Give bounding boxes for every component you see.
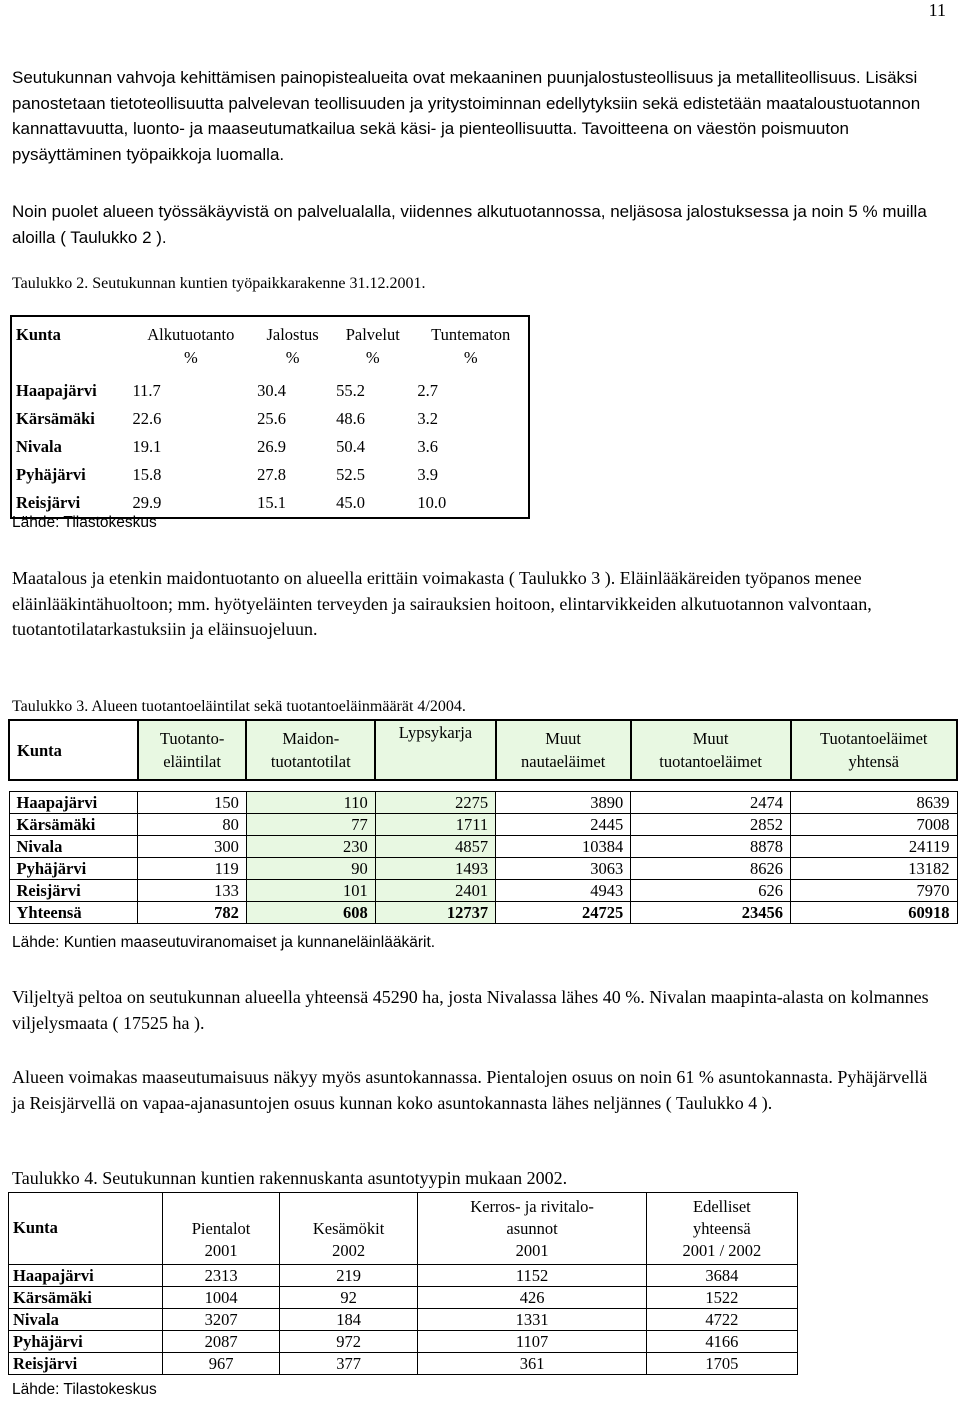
column-header: Lypsykarja [375, 720, 495, 780]
table-header-row [9, 720, 957, 780]
value-cell: 2852 [631, 814, 791, 836]
value-cell: 184 [279, 1309, 418, 1331]
value-cell: 2445 [496, 814, 631, 836]
value-cell: 2474 [631, 792, 791, 814]
value-cell: 26.9 [257, 437, 286, 456]
table-row [11, 461, 529, 489]
table-header-row [11, 316, 529, 377]
municipality-cell: Nivala [9, 836, 138, 858]
column-header: Kunta [16, 325, 61, 344]
value-cell: 3063 [496, 858, 631, 880]
table2-source: Lähde: Tilastokeskus [12, 514, 157, 531]
column-header: Muut tuotantoeläimet [631, 720, 791, 780]
municipality-cell: Kärsämäki [16, 409, 95, 428]
page-number: 11 [928, 0, 946, 20]
value-cell: 626 [631, 880, 791, 902]
value-cell: 1711 [375, 814, 495, 836]
value-cell: 4857 [375, 836, 495, 858]
table3-source: Lähde: Kuntien maaseutuviranomaiset ja kunnaneläinlääkärit. [12, 934, 436, 951]
paragraph-agriculture: Maatalous ja etenkin maidontuotanto on alueella erittäin voimakasta ( Taulukko 3 ). Eläinlääkäreiden työpanos menee eläinlääkintähuoltoon; mm. hyötyeläinten terveyden ja sairauksien hoitoon, elintarvikkeiden alkutuotannon valvontaan, tuotantotilatarkastuksiin ja eläinsuojeluun. [12, 568, 872, 639]
value-cell: 150 [138, 792, 246, 814]
value-cell: 24119 [791, 836, 957, 858]
column-header: Alkutuotanto % [147, 325, 235, 367]
municipality-cell: Pyhäjärvi [9, 1331, 163, 1353]
table-row [9, 836, 957, 858]
value-cell: 4943 [496, 880, 631, 902]
column-header: Tuotanto- eläintilat [138, 720, 246, 780]
value-cell: 25.6 [257, 409, 286, 428]
table3-livestock [8, 719, 958, 924]
value-cell: 1004 [163, 1287, 279, 1309]
value-cell: 15.1 [257, 493, 286, 512]
value-cell: 80 [138, 814, 246, 836]
value-cell: 50.4 [336, 437, 365, 456]
value-cell: 3.9 [417, 465, 439, 484]
table-row [9, 858, 957, 880]
value-cell: 90 [246, 858, 375, 880]
table2-caption: Taulukko 2. Seutukunnan kuntien työpaikkarakenne 31.12.2001. [12, 275, 426, 292]
value-cell: 219 [279, 1265, 418, 1287]
column-header: Kesämökit 2002 [279, 1193, 418, 1265]
municipality-cell: Haapajärvi [16, 381, 97, 400]
value-cell: 13182 [791, 858, 957, 880]
value-cell: 1152 [418, 1265, 646, 1287]
value-cell: 19.1 [132, 437, 162, 456]
municipality-cell: Nivala [9, 1309, 163, 1331]
municipality-cell: Kärsämäki [9, 814, 138, 836]
value-cell: 52.5 [336, 465, 365, 484]
value-cell: 967 [163, 1353, 279, 1375]
value-cell: 92 [279, 1287, 418, 1309]
paragraph-fields: Viljeltyä peltoa on seutukunnan alueella yhteensä 45290 ha, josta Nivalassa lähes 40 %. Nivalan maapinta-alasta on kolmannes viljelysmaata ( 17525 ha ). [12, 987, 929, 1033]
total-cell: 23456 [631, 902, 791, 924]
municipality-cell: Kärsämäki [9, 1287, 163, 1309]
value-cell: 3.6 [417, 437, 439, 456]
value-cell: 7008 [791, 814, 957, 836]
municipality-cell: Reisjärvi [9, 880, 138, 902]
table-header-row [9, 1193, 798, 1265]
value-cell: 45.0 [336, 493, 365, 512]
table-row [9, 1287, 798, 1309]
value-cell: 2087 [163, 1331, 279, 1353]
value-cell: 133 [138, 880, 246, 902]
column-header: Muut nautaeläimet [496, 720, 631, 780]
total-cell: 24725 [496, 902, 631, 924]
table-row [9, 1353, 798, 1375]
value-cell: 3207 [163, 1309, 279, 1331]
value-cell: 55.2 [336, 381, 365, 400]
value-cell: 27.8 [257, 465, 286, 484]
value-cell: 2.7 [417, 381, 439, 400]
table-row [11, 377, 529, 405]
value-cell: 119 [138, 858, 246, 880]
column-header: Kerros- ja rivitalo- asunnot 2001 [418, 1193, 646, 1265]
value-cell: 30.4 [257, 381, 286, 400]
paragraph-industries: Seutukunnan vahvoja kehittämisen painopistealueita ovat mekaaninen puunjalostusteollisuus ja metalliteollisuus. Lisäksi panostetaan tietoteollisuutta palvelevan teollisuuden ja yritystoiminnan edellytyksiin sekä edistetään maataloustuotannon kannattavuutta, luonto- ja maaseutumatkailua sekä käsi- ja pienteollisuutta. Tavoitteena on väestön poismuuton pysäyttäminen työpaikkoja luomalla. [12, 68, 921, 164]
total-cell: 782 [138, 902, 246, 924]
column-header: Pientalot 2001 [163, 1193, 279, 1265]
value-cell: 29.9 [132, 493, 162, 512]
value-cell: 11.7 [132, 381, 161, 400]
municipality-cell: Reisjärvi [16, 493, 81, 512]
value-cell: 8639 [791, 792, 957, 814]
column-header: Maidon- tuotantotilat [246, 720, 375, 780]
table-total-row [9, 902, 957, 924]
value-cell: 3890 [496, 792, 631, 814]
total-cell: 60918 [791, 902, 957, 924]
total-label-cell: Yhteensä [9, 902, 138, 924]
value-cell: 7970 [791, 880, 957, 902]
value-cell: 972 [279, 1331, 418, 1353]
municipality-cell: Nivala [16, 437, 62, 456]
column-header: Jalostus % [266, 325, 319, 367]
table-row [9, 792, 957, 814]
table4-building-stock [8, 1192, 798, 1375]
value-cell: 10384 [496, 836, 631, 858]
column-header: Tuntematon % [431, 325, 511, 367]
value-cell: 1107 [418, 1331, 646, 1353]
value-cell: 48.6 [336, 409, 365, 428]
value-cell: 10.0 [417, 493, 447, 512]
value-cell: 4166 [646, 1331, 797, 1353]
table-row [11, 433, 529, 461]
value-cell: 2401 [375, 880, 495, 902]
total-cell: 12737 [375, 902, 495, 924]
table2-employment-structure [10, 315, 530, 519]
column-header: Edelliset yhteensä 2001 / 2002 [646, 1193, 797, 1265]
column-header: Kunta [9, 720, 138, 780]
value-cell: 1331 [418, 1309, 646, 1331]
value-cell: 110 [246, 792, 375, 814]
table-spacer [9, 780, 957, 792]
value-cell: 426 [418, 1287, 646, 1309]
municipality-cell: Reisjärvi [9, 1353, 163, 1375]
table-row [9, 1309, 798, 1331]
value-cell: 22.6 [132, 409, 162, 428]
value-cell: 1522 [646, 1287, 797, 1309]
value-cell: 377 [279, 1353, 418, 1375]
table-row [9, 880, 957, 902]
table3-caption: Taulukko 3. Alueen tuotantoeläintilat sekä tuotantoeläinmäärät 4/2004. [12, 698, 466, 715]
paragraph-housing: Alueen voimakas maaseutumaisuus näkyy myös asuntokannassa. Pientalojen osuus on noin 61 % asuntokannasta. Pyhäjärvellä ja Reisjärvellä on vapaa-ajanasuntojen osuus kunnan koko asuntokannasta lähes neljännes ( Taulukko 4 ). [12, 1067, 928, 1113]
value-cell: 8626 [631, 858, 791, 880]
column-header: Kunta [9, 1193, 163, 1265]
paragraph-employment: Noin puolet alueen työssäkäyvistä on palvelualalla, viidennes alkutuotannossa, neljäsosa jalostuksessa ja noin 5 % muilla aloilla ( Taulukko 2 ). [12, 202, 927, 247]
municipality-cell: Pyhäjärvi [9, 858, 138, 880]
value-cell: 300 [138, 836, 246, 858]
table-row [11, 405, 529, 433]
municipality-cell: Haapajärvi [9, 792, 138, 814]
table-row [9, 814, 957, 836]
value-cell: 101 [246, 880, 375, 902]
column-header: Palvelut % [345, 325, 400, 367]
municipality-cell: Haapajärvi [9, 1265, 163, 1287]
table4-caption: Taulukko 4. Seutukunnan kuntien rakennuskanta asuntotyypin mukaan 2002. [12, 1168, 568, 1188]
value-cell: 361 [418, 1353, 646, 1375]
value-cell: 1705 [646, 1353, 797, 1375]
value-cell: 1493 [375, 858, 495, 880]
table4-source: Lähde: Tilastokeskus [12, 1381, 157, 1398]
value-cell: 2275 [375, 792, 495, 814]
table-row [9, 1331, 798, 1353]
value-cell: 230 [246, 836, 375, 858]
value-cell: 8878 [631, 836, 791, 858]
value-cell: 15.8 [132, 465, 162, 484]
total-cell: 608 [246, 902, 375, 924]
column-header: Tuotantoeläimet yhtensä [791, 720, 957, 780]
value-cell: 4722 [646, 1309, 797, 1331]
municipality-cell: Pyhäjärvi [16, 465, 86, 484]
value-cell: 77 [246, 814, 375, 836]
value-cell: 3.2 [417, 409, 439, 428]
table-row [9, 1265, 798, 1287]
value-cell: 3684 [646, 1265, 797, 1287]
value-cell: 2313 [163, 1265, 279, 1287]
